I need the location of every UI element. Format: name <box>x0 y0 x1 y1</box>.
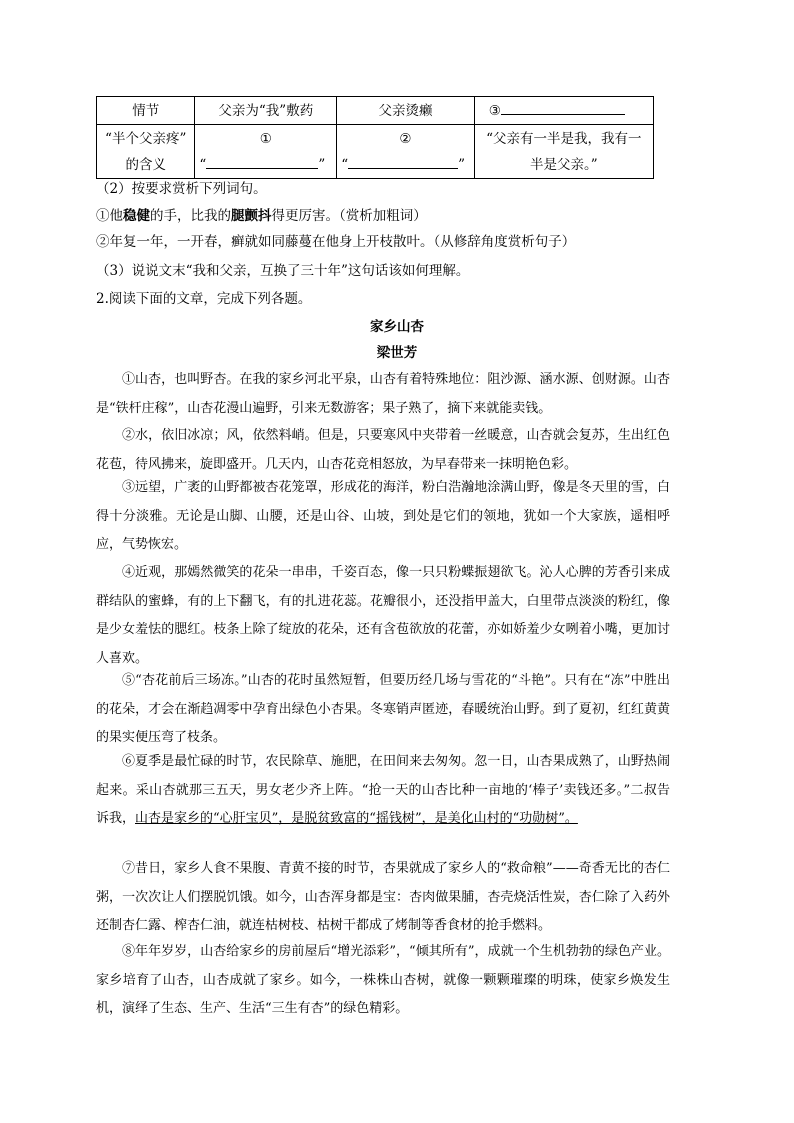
article-paragraph-6 <box>96 748 670 834</box>
blank-number: ③ <box>488 102 501 119</box>
bold-word: 稳健 <box>123 208 150 224</box>
quote-mark: “ <box>199 156 207 173</box>
answer-text: “父亲有一半是我，我有一 <box>486 130 642 147</box>
quote-mark: ” <box>458 156 466 173</box>
answer-cell <box>337 125 475 179</box>
item-text: 的手，比我的 <box>150 208 231 224</box>
table-row <box>97 97 654 125</box>
question-2: （2）按要求赏析下列词句。 <box>96 181 267 197</box>
article-paragraph-8: ⑧年年岁岁，山杏给家乡的房前屋后“增光添彩”，“倾其所有”，成就一个生机勃勃的绿色产业。家乡培育了山杏，山杏成就了家乡。如今，一株株山杏树，就像一颗颗璀璨的明珠，使家乡焕发生机，演绎了生态、生产、生活“三生有杏”的绿色精彩。 <box>96 944 670 1016</box>
table-row <box>97 125 654 179</box>
item-text: 得更厉害。（赏析加粗词） <box>271 208 427 224</box>
quote-mark: ” <box>318 156 326 173</box>
answer-cell <box>195 125 337 179</box>
table-header-cell: 父亲烫癞 <box>337 97 475 125</box>
paragraph-text: ⑥夏季是最忙碌的时节，农民除草、施肥，在田间来去匆匆。忽一日，山杏果成熟了，山野热闹起来。采山杏就那三五天，男女老少齐上阵。“抢一天的山杏比种一亩地的‘棒子’卖钱还多。”二叔告诉我， <box>96 754 670 826</box>
answer-cell <box>474 125 653 179</box>
answer-blank[interactable] <box>501 114 625 115</box>
answer-text: 半是父亲。” <box>530 156 598 173</box>
plot-table <box>96 96 654 179</box>
question-3: （3）说说文末“我和父亲，互换了三十年”这句话该如何理解。 <box>96 263 470 279</box>
item-text: ①他 <box>96 208 123 224</box>
answer-blank[interactable] <box>348 168 458 169</box>
blank-number: ① <box>259 130 272 147</box>
underlined-sentence: 山杏是家乡的“心肝宝贝”，是脱贫致富的“摇钱树”，是美化山村的“功勋树”。 <box>135 811 578 826</box>
row-label-line: 的含义 <box>125 156 166 173</box>
article-author: 梁世芳 <box>376 345 418 361</box>
row-label-cell <box>97 125 195 179</box>
answer-line <box>341 152 470 178</box>
article-paragraph-4: ④近观，那嫣然微笑的花朵一串串，千姿百态，像一只只粉蝶振翅欲飞。沁人心脾的芳香引来成群结队的蜜蜂，有的上下翻飞，有的扎进花蕊。花瓣很小，还没指甲盖大，白里带点淡淡的粉红，像是少女羞怯的腮红。枝条上除了绽放的花朵，还有含苞欲放的花蕾，亦如娇羞少女咧着小嘴，更加讨人喜欢。 <box>96 565 670 666</box>
article-paragraph-5: ⑤“杏花前后三场冻。”山杏的花时虽然短暂，但要历经几场与雪花的“斗艳”。只有在“冻”中胜出的花朵，才会在渐趋凋零中孕育出绿色小杏果。冬寒销声匿迹，春暖统治山野。到了夏初，红红黄黄的果实便压弯了枝条。 <box>96 673 670 745</box>
answer-blank[interactable] <box>206 168 318 169</box>
row-label-line: “半个父亲疼” <box>105 130 187 147</box>
question-2-item-2: ②年复一年，一开春，癣就如同藤蔓在他身上开枝散叶。（从修辞角度赏析句子） <box>96 234 576 250</box>
quote-mark: “ <box>341 156 349 173</box>
answer-line <box>199 152 332 178</box>
bold-word: 腿颤抖 <box>231 208 272 224</box>
article-paragraph-1: ①山杏，也叫野杏。在我的家乡河北平泉，山杏有着特殊地位：阻沙源、涵水源、创财源。山杏是“铁杆庄稼”，山杏花漫山遍野，引来无数游客；果子熟了，摘下来就能卖钱。 <box>96 372 670 416</box>
article-paragraph-7: ⑦昔日，家乡人食不果腹、青黄不接的时节，杏果就成了家乡人的“救命粮”——奇香无比的杏仁粥，一次次让人们摆脱饥饿。如今，山杏浑身都是宝：杏肉做果脯，杏壳烧活性炭，杏仁除了入药外还制杏仁露、榨杏仁油，就连枯树枝、枯树干都成了烤制等香食材的抢手燃料。 <box>96 861 670 933</box>
question-2-item-1 <box>96 206 427 226</box>
article-paragraph-3: ③远望，广袤的山野都被杏花笼罩，形成花的海洋，粉白浩瀚地涂满山野，像是冬天里的雪，白得十分淡雅。无论是山脚、山腰，还是山谷、山坡，到处是它们的领地，犹如一个大家族，遥相呼应，气势恢宏。 <box>96 480 670 552</box>
table-header-cell <box>474 97 653 125</box>
table-header-cell: 父亲为“我”敷药 <box>195 97 337 125</box>
question-next: 2.阅读下面的文章，完成下列各题。 <box>96 291 312 307</box>
article-paragraph-2: ②水，依旧冰凉；风，依然料峭。但是，只要寒风中夹带着一丝暖意，山杏就会复苏，生出红色花苞，待风拂来，旋即盛开。几天内，山杏花竞相怒放，为早春带来一抹明艳色彩。 <box>96 428 670 472</box>
table-header-cell: 情节 <box>97 97 195 125</box>
article-title: 家乡山杏 <box>370 319 424 335</box>
blank-number: ② <box>399 130 412 147</box>
